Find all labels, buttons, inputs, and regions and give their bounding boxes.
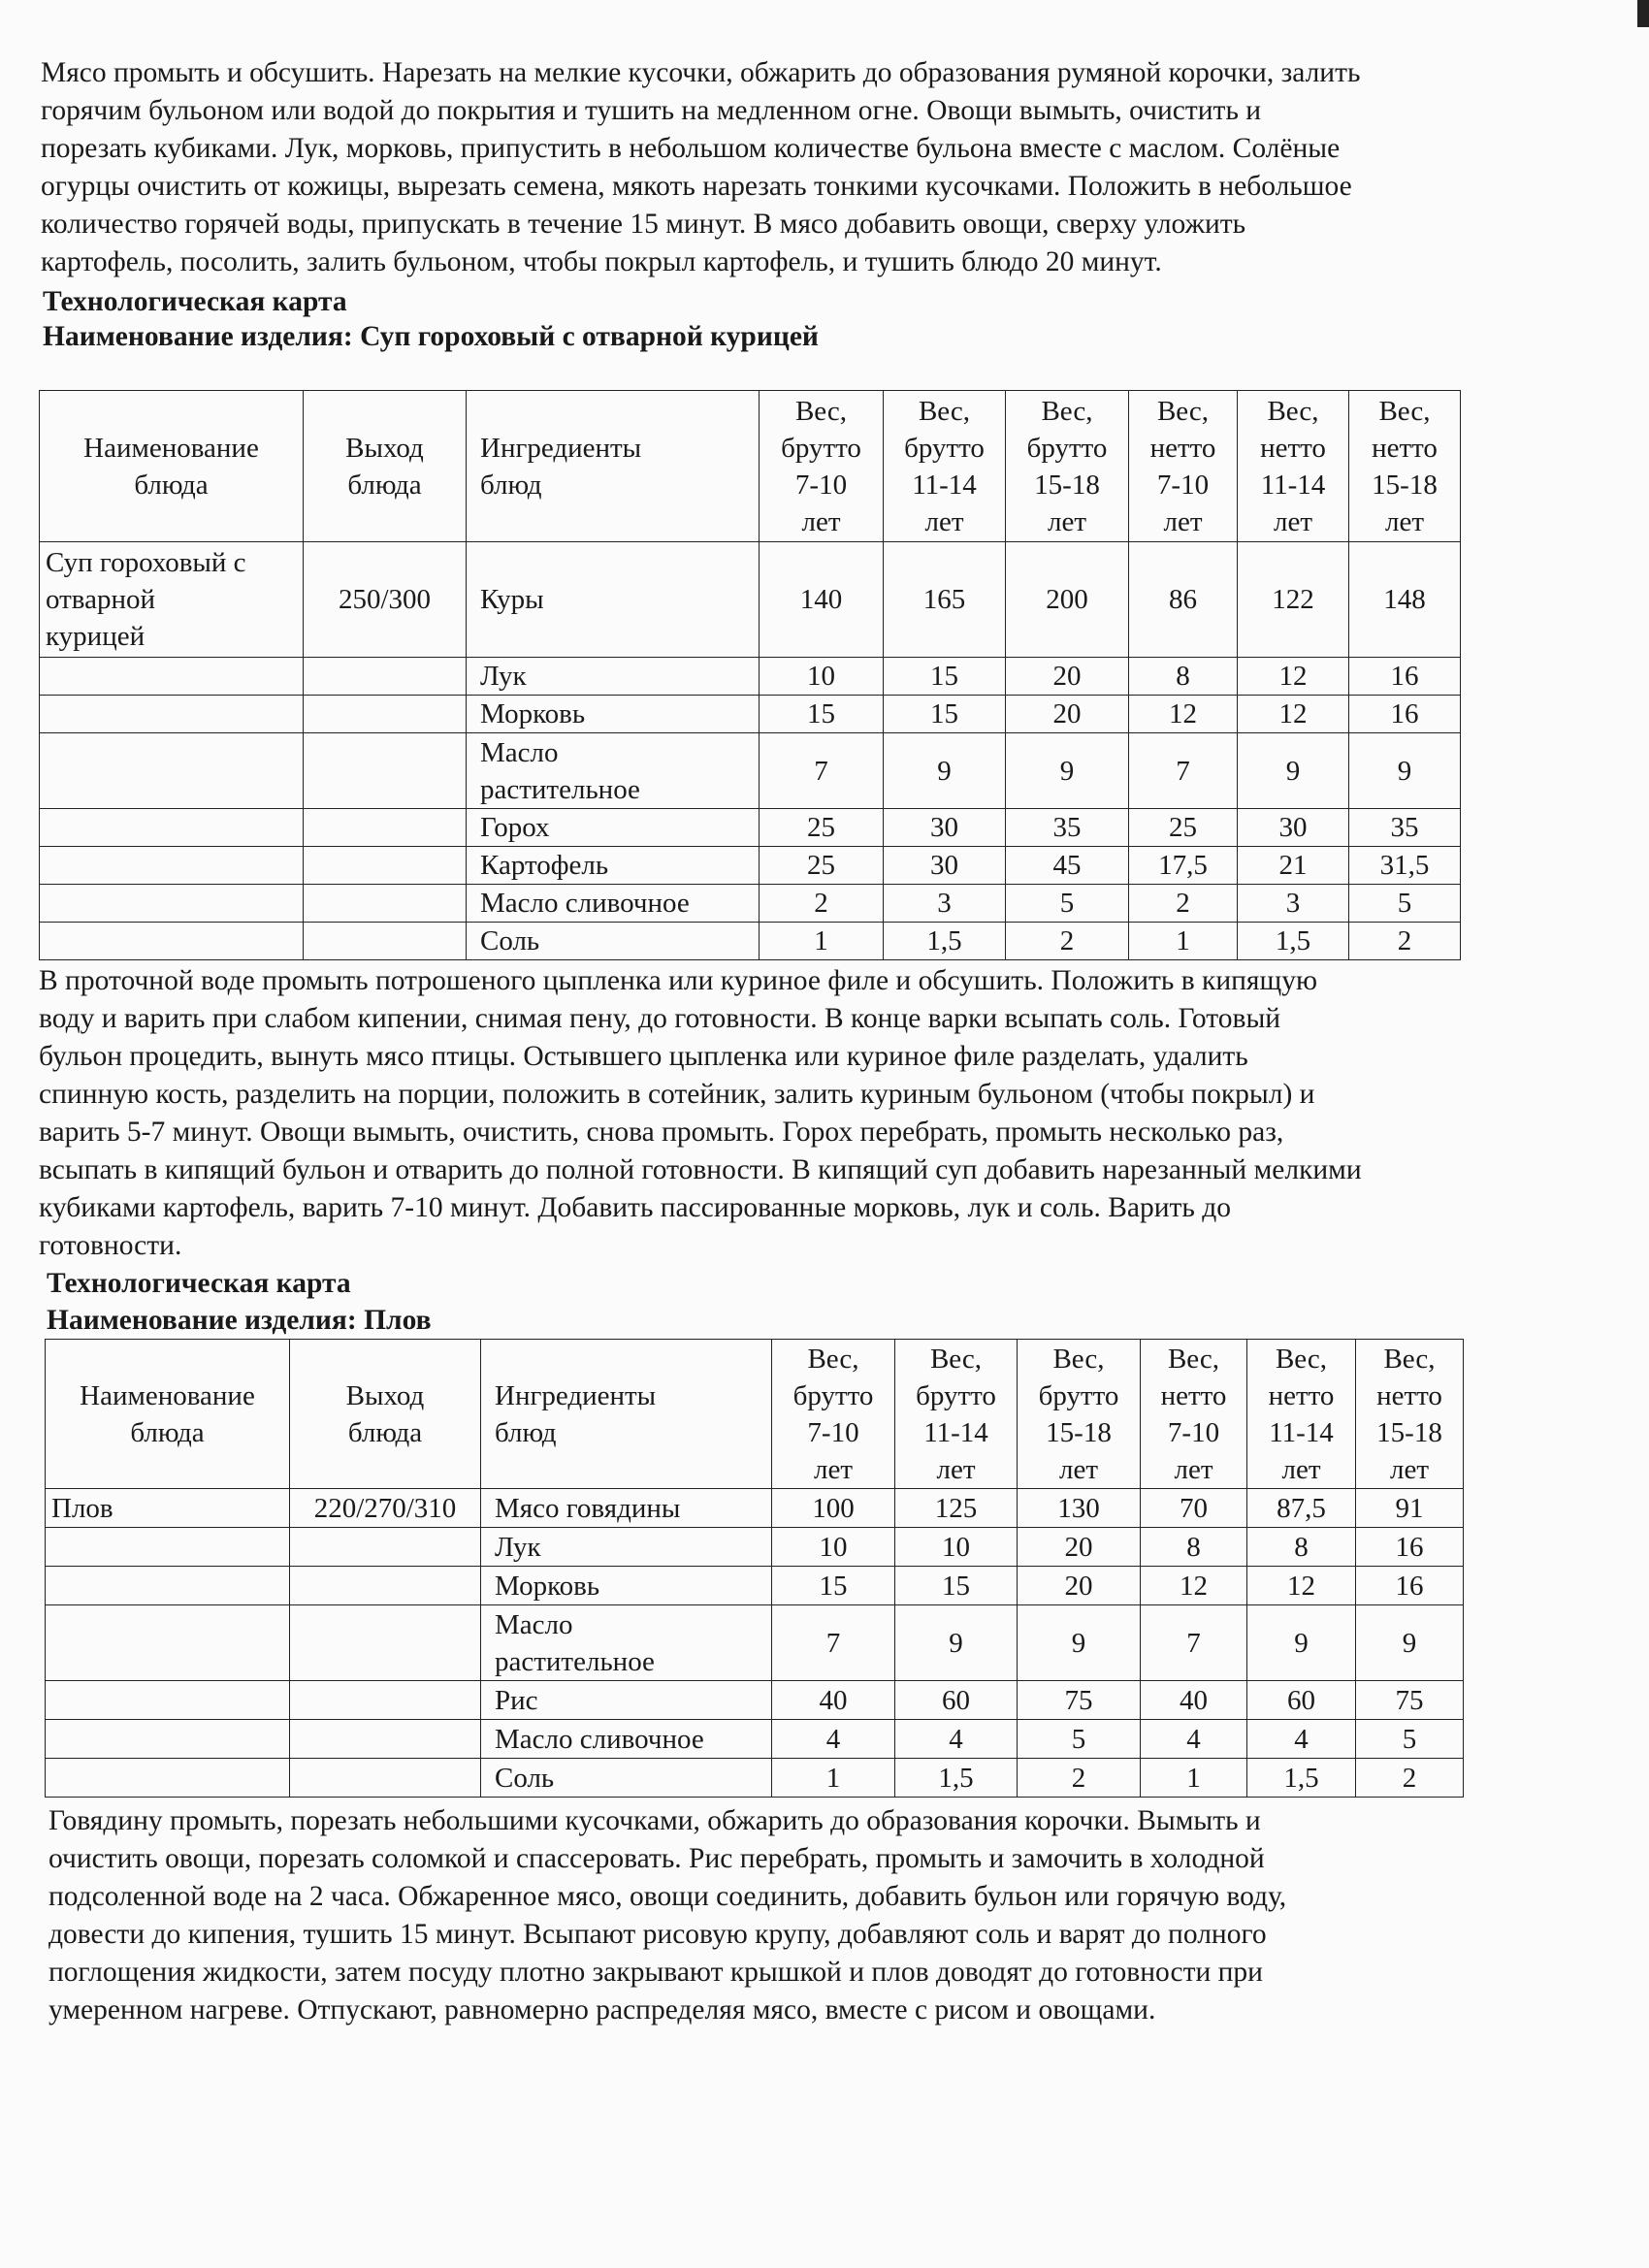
card1-header-cell: Выход блюда	[304, 391, 467, 542]
card1-num-cell: 25	[760, 809, 884, 847]
card1-header-cell: Вес, брутто 7-10 лет	[760, 391, 884, 542]
card2-method: Говядину промыть, порезать небольшими кусочками, обжарить до образования корочки. Вымыть и очистить овощи, порезать соломкой и спассеровать. Рис перебрать, промыть и замочить в холодной подсоленной воде на 2 часа. Обжаренное мясо, овощи соединить, добавить бульон или горячую воду, довести до кипения, тушить 15 минут. Всыпают рисовую крупу, добавляют соль и варят до полного поглощения жидкости, затем посуду плотно закрывают крышкой и плов доводят до готовности при умеренном нагреве. Отпускают, равномерно распределяя мясо, вместе с рисом и овощами.	[48, 1805, 1287, 2025]
card2-ing-cell: Рис	[481, 1681, 772, 1720]
card2-num-cell: 1,5	[1247, 1759, 1356, 1798]
card1-table-row	[40, 696, 1461, 733]
card1-num-cell: 1,5	[1238, 923, 1349, 960]
card1-header-cell: Ингредиенты блюд	[467, 391, 760, 542]
card1-num-cell: 12	[1129, 696, 1238, 733]
card2-dish-cell	[46, 1528, 290, 1567]
card1-num-cell: 5	[1349, 885, 1461, 923]
card1-num-cell: 20	[1006, 658, 1129, 696]
card1-dish-cell	[40, 733, 304, 809]
card1-dish-cell	[40, 658, 304, 696]
card1-body	[40, 542, 1461, 960]
card1-num-cell: 5	[1006, 885, 1129, 923]
card1-yield-cell	[304, 847, 467, 885]
card1-yield-cell	[304, 658, 467, 696]
card1-num-cell: 3	[1238, 885, 1349, 923]
card1-num-cell: 30	[1238, 809, 1349, 847]
card2-num-cell: 16	[1356, 1528, 1464, 1567]
card1-ing-cell: Соль	[467, 923, 760, 960]
card1-num-cell: 10	[760, 658, 884, 696]
card2-num-cell: 7	[1141, 1605, 1247, 1681]
card2-heading: Технологическая карта	[47, 1268, 351, 1299]
card2-num-cell: 40	[1141, 1681, 1247, 1720]
card1-num-cell: 140	[760, 542, 884, 658]
card2-table-row	[46, 1567, 1464, 1605]
card2-table-row	[46, 1681, 1464, 1720]
card1-num-cell: 9	[1006, 733, 1129, 809]
card2-num-cell: 10	[895, 1528, 1018, 1567]
card1-dish-cell	[40, 696, 304, 733]
card1-num-cell: 12	[1238, 658, 1349, 696]
card2-num-cell: 5	[1356, 1720, 1464, 1759]
card2-num-cell: 7	[772, 1605, 895, 1681]
card1-num-cell: 2	[760, 885, 884, 923]
card1-num-cell: 9	[884, 733, 1006, 809]
card1-num-cell: 35	[1006, 809, 1129, 847]
card2-dish-cell	[46, 1759, 290, 1798]
card2-ing-cell: Масло растительное	[481, 1605, 772, 1681]
card2-ing-cell: Лук	[481, 1528, 772, 1567]
card2-num-cell: 60	[1247, 1681, 1356, 1720]
card2-num-cell: 1	[772, 1759, 895, 1798]
card2-ing-cell: Морковь	[481, 1567, 772, 1605]
card2-ing-cell: Мясо говядины	[481, 1489, 772, 1528]
card1-num-cell: 21	[1238, 847, 1349, 885]
card2-num-cell: 15	[772, 1567, 895, 1605]
card1-num-cell: 1	[760, 923, 884, 960]
card2-num-cell: 12	[1247, 1567, 1356, 1605]
card1-table-row	[40, 885, 1461, 923]
card2-body	[46, 1489, 1464, 1798]
card1-num-cell: 25	[760, 847, 884, 885]
card1-num-cell: 148	[1349, 542, 1461, 658]
card2-header-cell: Вес, нетто 11-14 лет	[1247, 1340, 1356, 1489]
card2-num-cell: 1,5	[895, 1759, 1018, 1798]
card1-num-cell: 2	[1129, 885, 1238, 923]
card1-yield-cell	[304, 733, 467, 809]
card2-header-cell: Ингредиенты блюд	[481, 1340, 772, 1489]
card2-num-cell: 87,5	[1247, 1489, 1356, 1528]
card1-table-row	[40, 542, 1461, 658]
card2-num-cell: 130	[1018, 1489, 1141, 1528]
card2-yield-cell	[290, 1720, 481, 1759]
card1-table-row	[40, 658, 1461, 696]
card2-num-cell: 100	[772, 1489, 895, 1528]
card2-table-row	[46, 1720, 1464, 1759]
scan-edge-mark	[1637, 0, 1649, 27]
card1-method: В проточной воде промыть потрошеного цыпленка или куриное филе и обсушить. Положить в кипящую воду и варить при слабом кипении, снимая пену, до готовности. В конце варки всыпать соль. Готовый бульон процедить, вынуть мясо птицы. Остывшего цыпленка или куриное филе разделать, удалить спинную кость, разделить на порции, положить в сотейник, залить куриным бульоном (чтобы покрыл) и варить 5-7 минут. Овощи вымыть, очистить, снова промыть. Горох перебрать, промыть несколько раз, всыпать в кипящий бульон и отварить до полной готовности. В кипящий суп добавить нарезанный мелкими кубиками картофель, варить 7-10 минут. Добавить пассированные морковь, лук и соль. Варить до готовности.	[39, 965, 1362, 1261]
card1-header-row	[40, 391, 1461, 542]
card2-header-cell: Вес, брутто 11-14 лет	[895, 1340, 1018, 1489]
card1-ing-cell: Картофель	[467, 847, 760, 885]
card1-num-cell: 20	[1006, 696, 1129, 733]
card1-num-cell: 7	[760, 733, 884, 809]
card2-header-cell: Вес, брутто 15-18 лет	[1018, 1340, 1141, 1489]
card1-num-cell: 15	[884, 696, 1006, 733]
card2-ing-cell: Соль	[481, 1759, 772, 1798]
card1-num-cell: 7	[1129, 733, 1238, 809]
card2-dish-cell	[46, 1681, 290, 1720]
card1-num-cell: 35	[1349, 809, 1461, 847]
card1-title: Наименование изделия: Суп гороховый с отварной курицей	[43, 321, 819, 352]
card1-num-cell: 45	[1006, 847, 1129, 885]
card2-num-cell: 9	[1018, 1605, 1141, 1681]
card1-num-cell: 2	[1006, 923, 1129, 960]
card2-num-cell: 8	[1247, 1528, 1356, 1567]
card2-yield-cell	[290, 1759, 481, 1798]
card2-num-cell: 70	[1141, 1489, 1247, 1528]
card2-num-cell: 2	[1356, 1759, 1464, 1798]
card1-num-cell: 122	[1238, 542, 1349, 658]
card2-num-cell: 16	[1356, 1567, 1464, 1605]
card1-yield-cell	[304, 696, 467, 733]
card2-header-row	[46, 1340, 1464, 1489]
card1-num-cell: 12	[1238, 696, 1349, 733]
card2-yield-cell	[290, 1605, 481, 1681]
card2-num-cell: 4	[1247, 1720, 1356, 1759]
card2-num-cell: 40	[772, 1681, 895, 1720]
card1-table	[39, 390, 1461, 960]
card1-dish-cell	[40, 809, 304, 847]
card2-num-cell: 9	[1356, 1605, 1464, 1681]
card1-header-cell: Вес, нетто 15-18 лет	[1349, 391, 1461, 542]
card2-ing-cell: Масло сливочное	[481, 1720, 772, 1759]
card1-ing-cell: Масло сливочное	[467, 885, 760, 923]
card2-table-row	[46, 1489, 1464, 1528]
card1-header-cell: Наименование блюда	[40, 391, 304, 542]
card2-num-cell: 4	[1141, 1720, 1247, 1759]
card2-num-cell: 20	[1018, 1567, 1141, 1605]
card1-num-cell: 16	[1349, 696, 1461, 733]
card2-yield-cell: 220/270/310	[290, 1489, 481, 1528]
card2-table-row	[46, 1605, 1464, 1681]
card1-dish-cell	[40, 885, 304, 923]
card2-num-cell: 60	[895, 1681, 1018, 1720]
card1-yield-cell: 250/300	[304, 542, 467, 658]
card1-table-row	[40, 847, 1461, 885]
card2-dish-cell	[46, 1720, 290, 1759]
card1-heading: Технологическая карта	[43, 286, 347, 317]
card2-yield-cell	[290, 1567, 481, 1605]
card2-yield-cell	[290, 1681, 481, 1720]
card1-yield-cell	[304, 923, 467, 960]
card1-table-row	[40, 733, 1461, 809]
card2-num-cell: 20	[1018, 1528, 1141, 1567]
card2-table	[45, 1339, 1464, 1798]
card1-num-cell: 30	[884, 847, 1006, 885]
card1-num-cell: 86	[1129, 542, 1238, 658]
card2-header-cell: Выход блюда	[290, 1340, 481, 1489]
card1-num-cell: 1	[1129, 923, 1238, 960]
card2-num-cell: 10	[772, 1528, 895, 1567]
card1-num-cell: 15	[760, 696, 884, 733]
card2-dish-cell: Плов	[46, 1489, 290, 1528]
card1-num-cell: 3	[884, 885, 1006, 923]
card2-num-cell: 75	[1018, 1681, 1141, 1720]
card1-num-cell: 17,5	[1129, 847, 1238, 885]
card1-ing-cell: Лук	[467, 658, 760, 696]
card2-num-cell: 15	[895, 1567, 1018, 1605]
card2-num-cell: 4	[772, 1720, 895, 1759]
card1-ing-cell: Куры	[467, 542, 760, 658]
card1-num-cell: 15	[884, 658, 1006, 696]
card2-header-cell: Вес, нетто 7-10 лет	[1141, 1340, 1247, 1489]
card2-table-row	[46, 1759, 1464, 1798]
card2-num-cell: 2	[1018, 1759, 1141, 1798]
card2-num-cell: 5	[1018, 1720, 1141, 1759]
card1-header-cell: Вес, брутто 11-14 лет	[884, 391, 1006, 542]
card1-num-cell: 8	[1129, 658, 1238, 696]
card1-header-cell: Вес, нетто 7-10 лет	[1129, 391, 1238, 542]
card1-num-cell: 165	[884, 542, 1006, 658]
card1-num-cell: 9	[1238, 733, 1349, 809]
card1-num-cell: 25	[1129, 809, 1238, 847]
card1-table-row	[40, 809, 1461, 847]
card1-ing-cell: Масло растительное	[467, 733, 760, 809]
card1-yield-cell	[304, 885, 467, 923]
card1-num-cell: 30	[884, 809, 1006, 847]
card2-num-cell: 8	[1141, 1528, 1247, 1567]
card1-yield-cell	[304, 809, 467, 847]
card2-num-cell: 12	[1141, 1567, 1247, 1605]
intro-paragraph: Мясо промыть и обсушить. Нарезать на мелкие кусочки, обжарить до образования румяной корочки, залить горячим бульоном или водой до покрытия и тушить на медленном огне. Овощи вымыть, очистить и порезать кубиками. Лук, морковь, припустить в небольшом количестве бульона вместе с маслом. Солёные огурцы очистить от кожицы, вырезать семена, мякоть нарезать тонкими кусочками. Положить в небольшое количество горячей воды, припускать в течение 15 минут. В мясо добавить овощи, сверху уложить картофель, посолить, залить бульоном, чтобы покрыл картофель, и тушить блюдо 20 минут.	[41, 57, 1361, 277]
card2-header-cell: Наименование блюда	[46, 1340, 290, 1489]
card2-num-cell: 9	[1247, 1605, 1356, 1681]
card2-title: Наименование изделия: Плов	[47, 1305, 432, 1336]
card1-ing-cell: Горох	[467, 809, 760, 847]
card1-num-cell: 16	[1349, 658, 1461, 696]
card1-dish-cell	[40, 847, 304, 885]
card1-dish-cell	[40, 923, 304, 960]
card2-num-cell: 91	[1356, 1489, 1464, 1528]
card1-header-cell: Вес, брутто 15-18 лет	[1006, 391, 1129, 542]
card1-table-row	[40, 923, 1461, 960]
card2-num-cell: 4	[895, 1720, 1018, 1759]
card2-num-cell: 9	[895, 1605, 1018, 1681]
card2-num-cell: 125	[895, 1489, 1018, 1528]
card2-dish-cell	[46, 1605, 290, 1681]
card1-num-cell: 9	[1349, 733, 1461, 809]
card2-header-cell: Вес, нетто 15-18 лет	[1356, 1340, 1464, 1489]
card1-dish-cell: Суп гороховый с отварной курицей	[40, 542, 304, 658]
card2-table-row	[46, 1528, 1464, 1567]
card1-num-cell: 1,5	[884, 923, 1006, 960]
card2-num-cell: 75	[1356, 1681, 1464, 1720]
card2-dish-cell	[46, 1567, 290, 1605]
card1-num-cell: 2	[1349, 923, 1461, 960]
card1-header-cell: Вес, нетто 11-14 лет	[1238, 391, 1349, 542]
card1-num-cell: 31,5	[1349, 847, 1461, 885]
card2-yield-cell	[290, 1528, 481, 1567]
card2-num-cell: 1	[1141, 1759, 1247, 1798]
card2-header-cell: Вес, брутто 7-10 лет	[772, 1340, 895, 1489]
card1-num-cell: 200	[1006, 542, 1129, 658]
card1-ing-cell: Морковь	[467, 696, 760, 733]
